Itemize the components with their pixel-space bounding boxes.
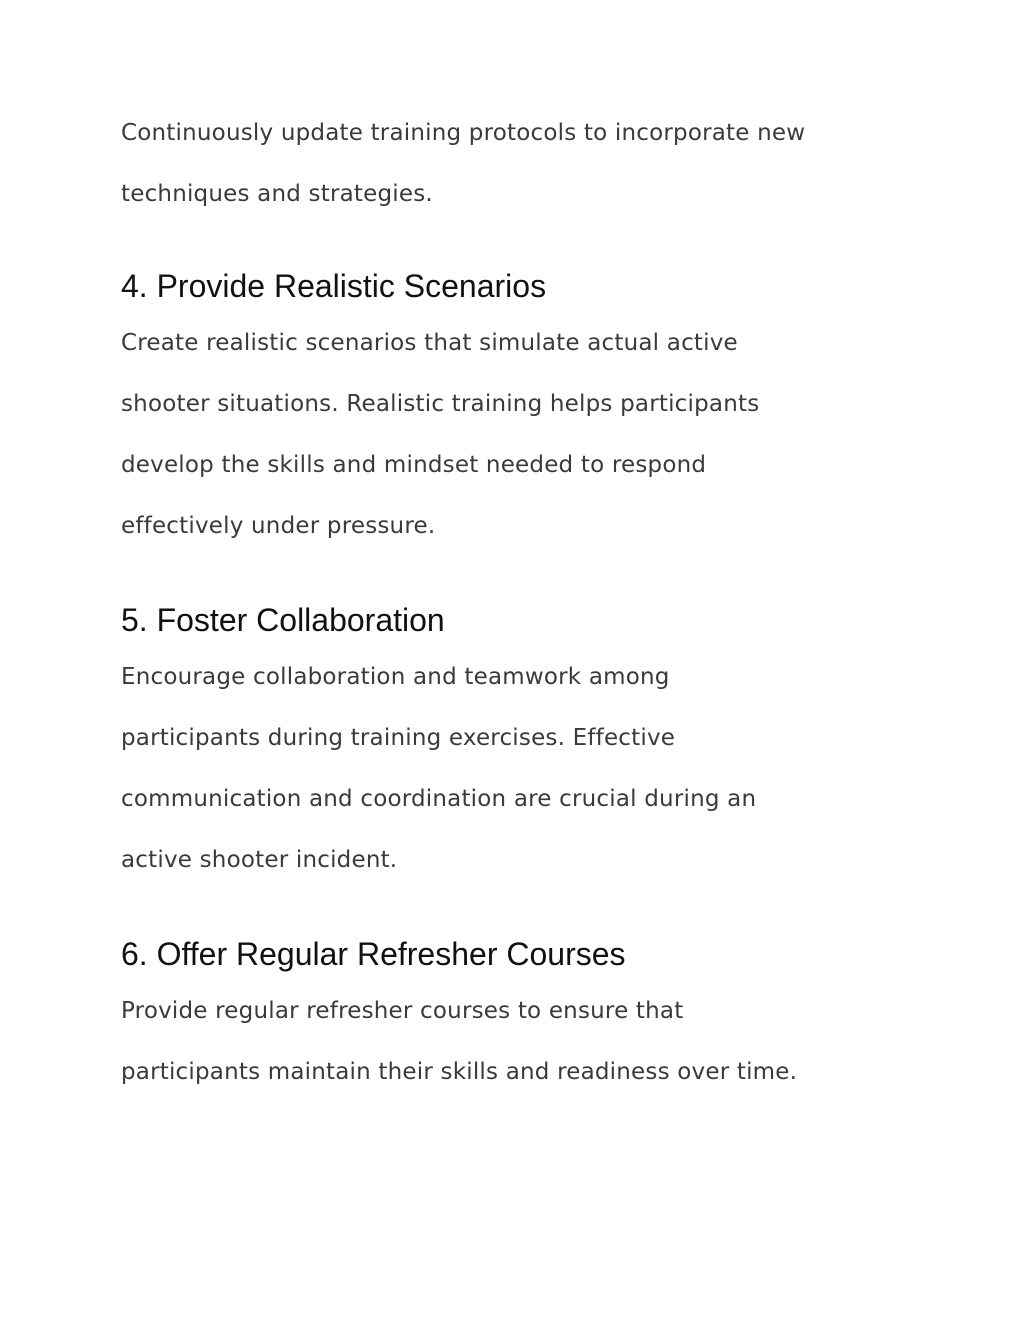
paragraph-line: Provide regular refresher courses to ensure that xyxy=(121,998,684,1024)
document-content xyxy=(121,103,911,1103)
section-paragraph xyxy=(121,313,911,557)
section-heading: 6. Offer Regular Refresher Courses xyxy=(121,936,626,972)
section-paragraph xyxy=(121,981,911,1103)
section-refresher-courses xyxy=(121,936,911,1103)
paragraph-line: techniques and strategies. xyxy=(121,181,433,207)
section-foster-collaboration xyxy=(121,602,911,891)
paragraph-line: active shooter incident. xyxy=(121,847,398,873)
section-heading: 5. Foster Collaboration xyxy=(121,602,445,638)
paragraph-line: communication and coordination are crucial during an xyxy=(121,786,757,812)
section-heading: 4. Provide Realistic Scenarios xyxy=(121,268,547,304)
paragraph-line: Create realistic scenarios that simulate actual active xyxy=(121,330,738,356)
paragraph-line: effectively under pressure. xyxy=(121,513,436,539)
section-realistic-scenarios xyxy=(121,268,911,557)
paragraph-line: participants maintain their skills and readiness over time. xyxy=(121,1059,798,1085)
intro-paragraph xyxy=(121,103,911,225)
paragraph-line: Encourage collaboration and teamwork among xyxy=(121,664,670,690)
paragraph-line: Continuously update training protocols to incorporate new xyxy=(121,120,806,146)
paragraph-line: participants during training exercises. Effective xyxy=(121,725,676,751)
paragraph-line: develop the skills and mindset needed to respond xyxy=(121,452,707,478)
paragraph-line: shooter situations. Realistic training helps participants xyxy=(121,391,760,417)
section-paragraph xyxy=(121,647,911,891)
